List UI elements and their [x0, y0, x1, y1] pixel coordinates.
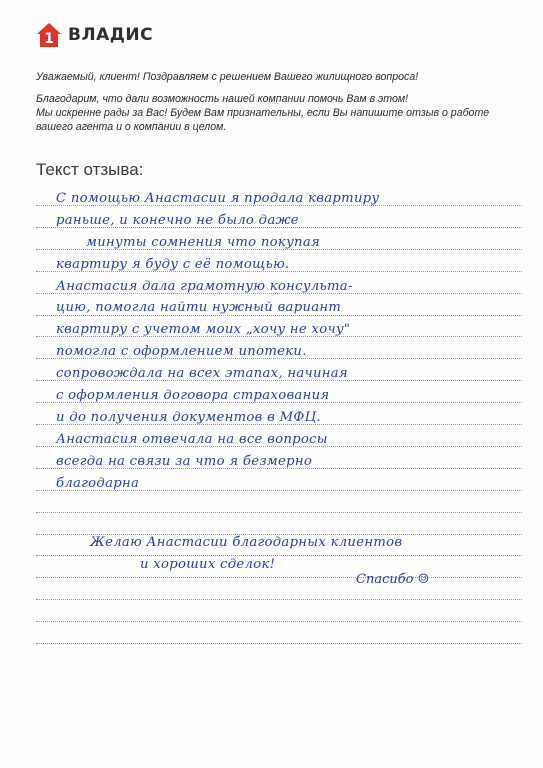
handwritten-line: Анастасия дала грамотную консульта-	[56, 278, 353, 294]
handwritten-line: с оформления договора страхования	[56, 388, 330, 404]
handwritten-line: цию, помогла найти нужный вариант	[56, 300, 342, 316]
wish-line: и хороших сделок!	[140, 556, 276, 572]
brand-name: ВЛАДИС	[68, 25, 154, 45]
dotted-writing-line	[36, 621, 522, 622]
handwritten-line: всегда на связи за что я безмерно	[56, 453, 313, 469]
handwritten-review	[56, 188, 536, 494]
dotted-writing-line	[36, 577, 522, 578]
handwritten-line: Анастасия отвечала на все вопросы	[56, 431, 328, 447]
handwritten-line: квартиру с учетом моих „хочу не хочу"	[56, 322, 351, 338]
handwritten-thanks: Спасибо ☺	[356, 572, 430, 587]
handwritten-line: раньше, и конечно не было даже	[56, 212, 299, 228]
intro-greeting: Уважаемый, клиент! Поздравляем с решением Вашего жилищного вопроса!	[36, 71, 419, 83]
wish-line: Желаю Анастасии благодарных клиентов	[90, 535, 403, 550]
review-heading: Текст отзыва:	[36, 160, 144, 179]
handwritten-line: минуты сомнения что покупая	[86, 234, 321, 250]
logo-digit: 1	[44, 31, 54, 47]
dotted-writing-line	[36, 512, 522, 513]
intro-thanks: Благодарим, что дали возможность нашей компании помочь Вам в этом!	[36, 93, 409, 105]
handwritten-line: благодарна	[56, 475, 140, 491]
handwritten-line: сопровождала на всех этапах, начиная	[56, 366, 348, 382]
intro-text	[36, 70, 516, 134]
handwritten-line: квартиру я буду с её помощью.	[56, 256, 290, 272]
handwritten-line: помогла с оформлением ипотеки.	[56, 344, 307, 360]
brand-logo	[36, 22, 153, 48]
handwritten-line: и до получения документов в МФЦ.	[56, 409, 321, 425]
house-logo-icon	[36, 22, 62, 48]
intro-request: Мы искренне рады за Вас! Будем Вам признательны, если Вы напишите отзыв о работе	[36, 107, 490, 119]
handwritten-line: С помощью Анастасии я продала квартиру	[56, 191, 380, 206]
dotted-writing-line	[36, 643, 522, 644]
intro-request-cont: вашего агента и о компании в целом.	[36, 121, 227, 133]
handwritten-wish	[90, 532, 530, 576]
dotted-writing-line	[36, 599, 522, 600]
